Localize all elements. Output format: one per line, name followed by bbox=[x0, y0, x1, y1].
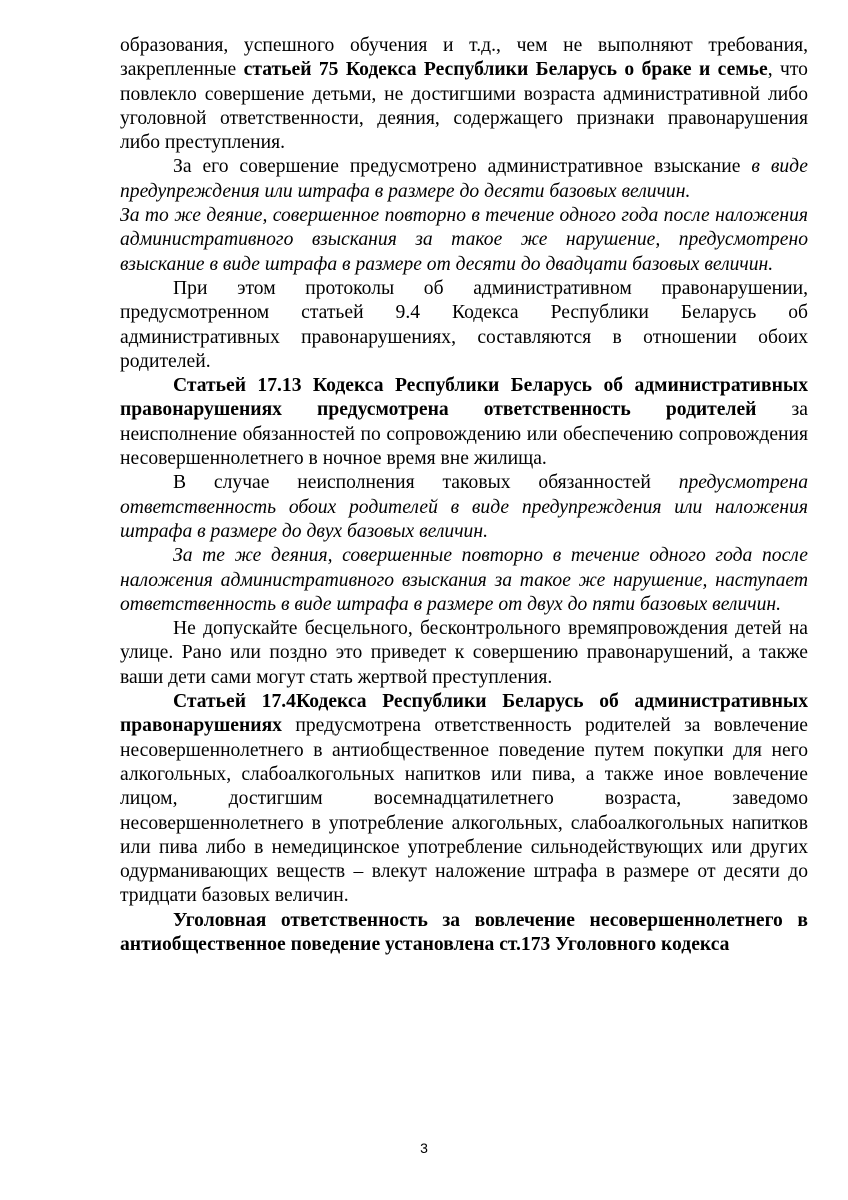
paragraph-8 bbox=[120, 617, 808, 690]
paragraph-5 bbox=[120, 374, 808, 471]
paragraph-9 bbox=[120, 690, 808, 909]
bold-reference: статьей 75 Кодекса Республики Беларусь о браке и семье bbox=[243, 59, 768, 81]
document-body bbox=[120, 34, 808, 957]
text-run: При этом протоколы об административном правонарушении, предусмотренном статьей 9.4 Кодекса Республики Беларусь об административных правонарушениях, составляются в отношении обоих родителей. bbox=[120, 277, 808, 372]
bold-reference: Статьей 17.13 Кодекса Республики Беларусь об административных правонарушениях предусмотрена ответственность родителей bbox=[120, 375, 808, 421]
bold-reference: Уголовная ответственность за вовлечение несовершеннолетнего в антиобщественное поведение установлена ст.173 Уголовного кодекса bbox=[120, 909, 808, 955]
paragraph-6 bbox=[120, 471, 808, 544]
text-run: За его совершение предусмотрено административное взыскание bbox=[173, 156, 752, 178]
paragraph-3 bbox=[120, 204, 808, 277]
text-run: Не допускайте бесцельного, бесконтрольного времяпровождения детей на улице. Рано или поздно это приведет к совершению правонарушений, а также ваши дети сами могут стать жертвой преступления. bbox=[120, 618, 808, 688]
paragraph-4 bbox=[120, 277, 808, 374]
italic-penalty: За то же деяние, совершенное повторно в течение одного года после наложения административного взыскания за такое же нарушение, предусмотрено взыскание в виде штрафа в размере от десяти до двадцати базовых величин. bbox=[120, 205, 808, 275]
page-number: 3 bbox=[420, 1140, 428, 1156]
paragraph-2 bbox=[120, 155, 808, 204]
italic-penalty: в виде предупреждения или штрафа в размере до десяти базовых величин. bbox=[120, 156, 808, 202]
paragraph-7 bbox=[120, 544, 808, 617]
paragraph-1 bbox=[120, 34, 808, 155]
paragraph-10 bbox=[120, 909, 808, 958]
text-run: В случае неисполнения таковых обязанностей bbox=[173, 472, 679, 494]
text-run: за неисполнение обязанностей по сопровождению или обеспечению сопровождения несовершеннолетнего в ночное время вне жилища. bbox=[120, 399, 808, 470]
text-run: предусмотрена ответственность родителей за вовлечение несовершеннолетнего в антиобщественное поведение путем покупки для него алкогольных, слабоалкогольных напитков или пива, а также иное вовлечение лицом, достигшим восемнадцатилетнего возраста, заведомо несовершеннолетнего в употребление алкогольных, слабоалкогольных напитков или пива либо в немедицинское употребление сильнодействующих или других одурманивающих веществ – влекут наложение штрафа в размере от десяти до тридцати базовых величин. bbox=[120, 715, 808, 907]
bold-reference: Статьей 17.4Кодекса Республики Беларусь об административных правонарушениях bbox=[120, 691, 808, 737]
text-run: , что повлекло совершение детьми, не достигшими возраста административной либо уголовной ответственности, деяния, содержащего признаки правонарушения либо преступления. bbox=[120, 59, 808, 154]
italic-penalty: За те же деяния, совершенные повторно в течение одного года после наложения административного взыскания за такое же нарушение, наступает ответственность в виде штрафа в размере от двух до пяти базовых величин. bbox=[120, 545, 808, 615]
italic-penalty: предусмотрена ответственность обоих родителей в виде предупреждения или наложения штрафа в размере до двух базовых величин. bbox=[120, 472, 808, 542]
text-run: образования, успешного обучения и т.д., чем не выполняют требования, закрепленные bbox=[120, 35, 808, 81]
